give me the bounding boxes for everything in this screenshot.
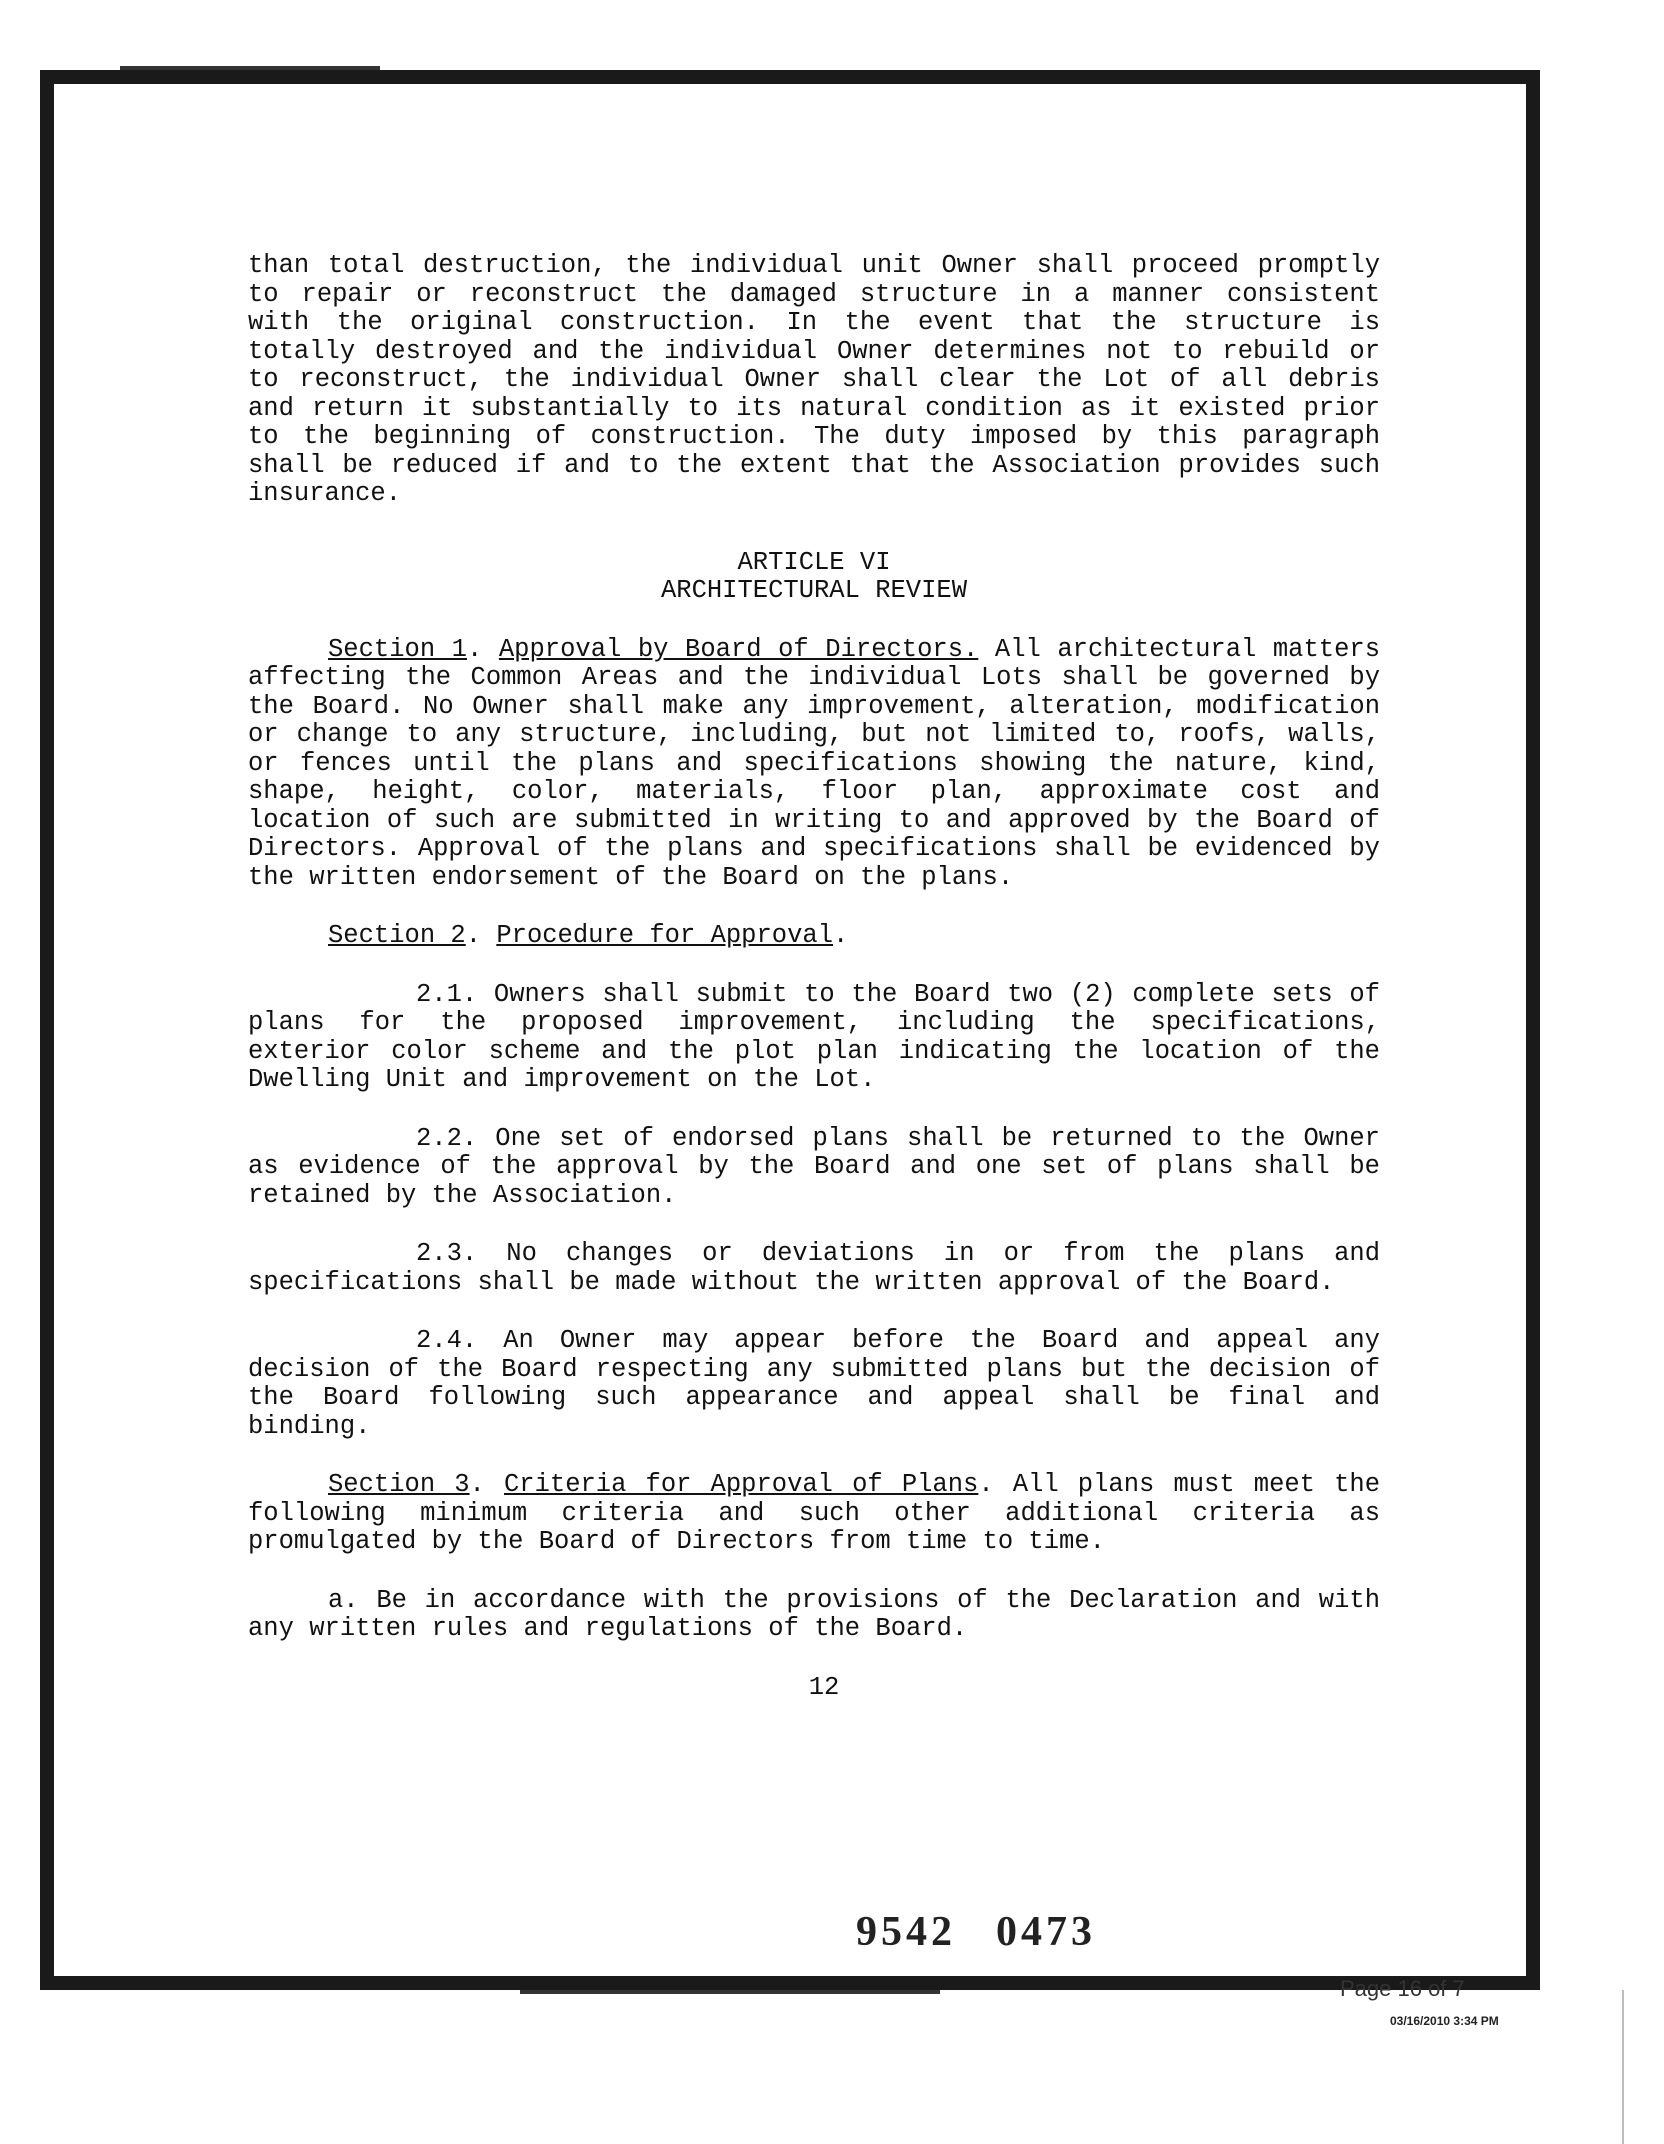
criteria-a <box>248 1587 1380 1644</box>
item-number: 2.4. <box>416 1326 478 1355</box>
item-number: 2.1. <box>416 979 478 1009</box>
section-2-label: Section 2 <box>328 921 466 950</box>
scan-noise-top <box>120 66 380 70</box>
section-1-title: Approval by Board of Directors. <box>498 634 979 664</box>
item-number: 2.2. <box>416 1123 478 1153</box>
section-2-title: Procedure for Approval <box>496 921 833 950</box>
section-2-item-2 <box>248 1125 1380 1211</box>
section-3-label: Section 3 <box>328 1470 470 1499</box>
item-text: Owners shall submit to the Board two (2) complete sets of plans for the proposed improvement, including the specifications, exterior color scheme and the plot plan indicating the location of the Dwelling Unit and improvement on the Lot. <box>248 979 1380 1094</box>
page-reference: 0473 <box>996 1909 1096 1955</box>
section-2-item-4 <box>248 1327 1380 1441</box>
section-2-heading: Section 2. Procedure for Approval. <box>328 921 849 950</box>
item-number: 2.3. <box>416 1239 478 1268</box>
fax-page-label: Page 16 of 7 <box>1340 1976 1465 2001</box>
section-1: Section 1. Approval by Board of Directors. All architectural matters affecting the Common Areas and the individual Lots shall be governed by the Board. No Owner shall make any improvement, alteration, modification or change to any structure, including, but not limited to, roofs, walls, or fences until the plans and specifications showing the nature, kind, shape, height, color, materials, floor plan, approximate cost and location of such are submitted in writing to and approved by the Board of Directors. Approval of the plans and specifications shall be evidenced by the written endorsement of the Board on the plans. <box>248 634 1380 892</box>
book-number: 9542 <box>856 1909 956 1955</box>
margin-line <box>1622 1990 1624 2144</box>
recording-stamp <box>856 1908 1136 1956</box>
section-3: Section 3. Criteria for Approval of Plans. All plans must meet the following minimum criteria and such other additional criteria as promulgated by the Board of Directors from time to time. <box>248 1470 1381 1556</box>
criteria-a-text: Be in accordance with the provisions of the Declaration and with any written rules and regulations of the Board. <box>248 1585 1380 1643</box>
item-text: An Owner may appear before the Board and appeal any decision of the Board respecting any submitted plans but the decision of the Board following such appearance and appeal shall be final and binding. <box>248 1326 1380 1441</box>
item-text: No changes or deviations in or from the plans and specifications shall be made without the written approval of the Board. <box>248 1239 1380 1297</box>
item-text: One set of endorsed plans shall be returned to the Owner as evidence of the approval by the Board and one set of plans shall be retained by the Association. <box>248 1123 1380 1210</box>
section-1-body: All architectural matters affecting the Common Areas and the individual Lots shall be governed by the Board. No Owner shall make any improvement, alteration, modification or change to any structure, including, but not limited to, roofs, walls, or fences until the plans and specifications showing the nature, kind, shape, height, color, materials, floor plan, approximate cost and location of such are submitted in writing to and approved by the Board of Directors. Approval of the plans and specifications shall be evidenced by the written endorsement of the Board on the plans. <box>248 634 1380 892</box>
criteria-a-label: a. <box>328 1585 359 1615</box>
document-body <box>248 252 1380 1702</box>
fax-timestamp: 03/16/2010 3:34 PM <box>1390 2014 1499 2028</box>
section-2-item-3 <box>248 1240 1380 1297</box>
continued-paragraph: than total destruction, the individual unit Owner shall proceed promptly to repair or reconstruct the damaged structure in a manner consistent with the original construction. In the event that the structure is totally destroyed and the individual Owner determines not to rebuild or to reconstruct, the individual Owner shall clear the Lot of all debris and return it substantially to its natural condition as it existed prior to the beginning of construction. The duty imposed by this paragraph shall be reduced if and to the extent that the Association provides such insurance. <box>248 251 1380 508</box>
section-3-body: All plans must meet the following minimum criteria and such other additional criteria as promulgated by the Board of Directors from time to time. <box>248 1470 1381 1556</box>
article-number: ARTICLE VI <box>737 547 891 577</box>
section-2-item-1 <box>248 981 1380 1095</box>
section-1-label: Section 1 <box>328 634 467 664</box>
section-3-title: Criteria for Approval of Plans <box>503 1470 979 1499</box>
page-number: 12 <box>808 1672 840 1702</box>
article-title: ARCHITECTURAL REVIEW <box>660 576 968 605</box>
scan-noise-bottom <box>520 1990 940 1994</box>
